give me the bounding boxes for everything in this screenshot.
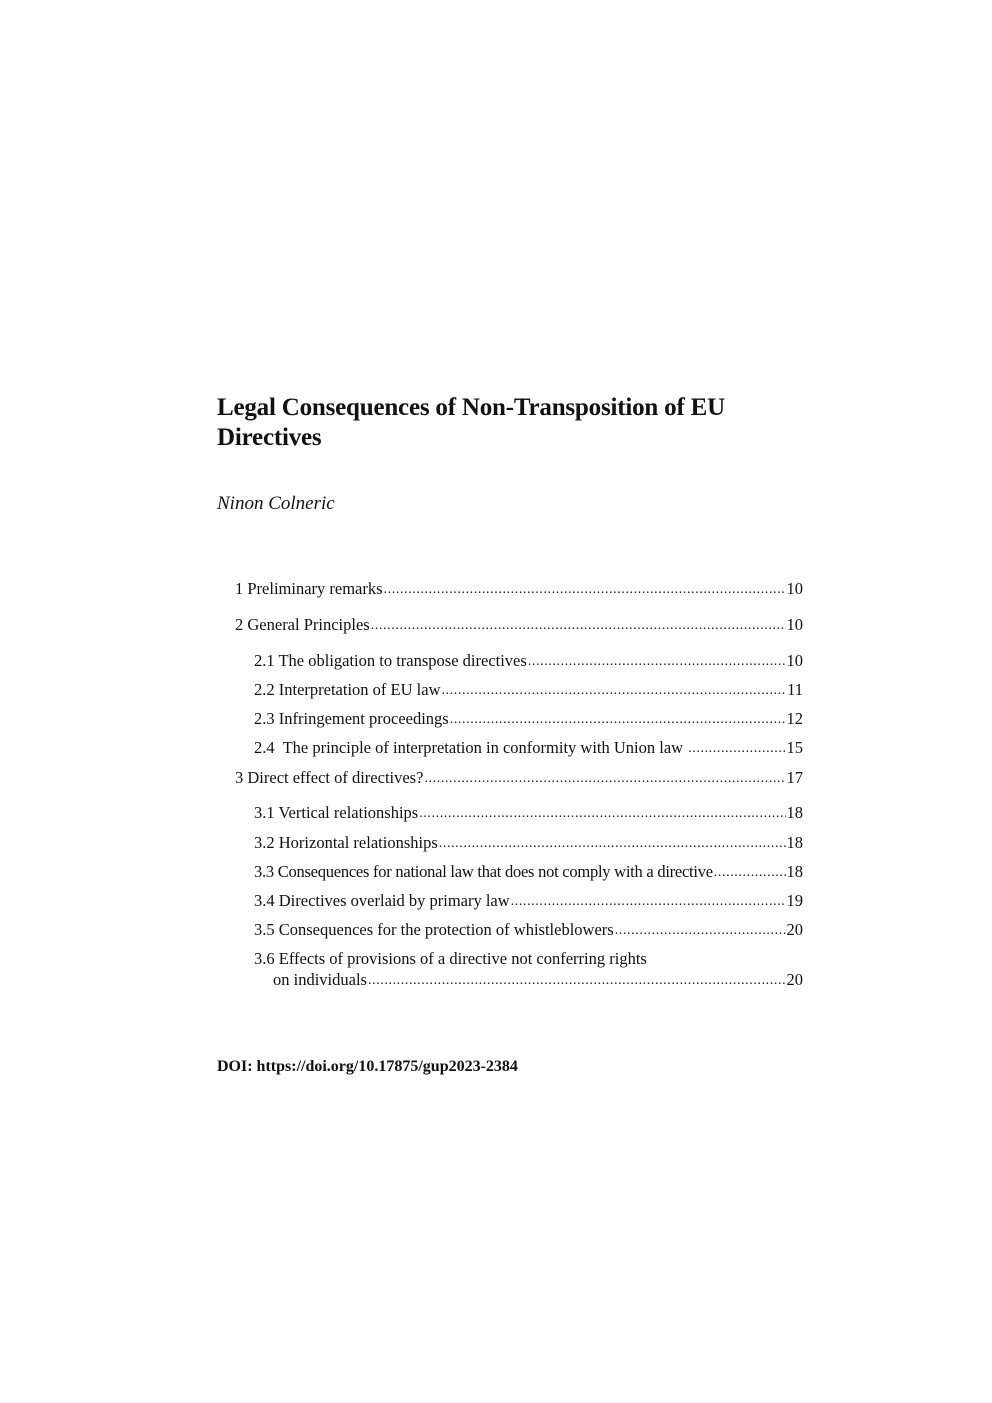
toc-page-number: 10 xyxy=(786,651,803,670)
toc-entry-interpretation-eu-law[interactable] xyxy=(254,679,803,701)
toc-entry-general-principles[interactable] xyxy=(235,614,803,636)
toc-entry-label: 3.5 Consequences for the protection of whistleblowers xyxy=(254,920,614,939)
toc-page-number: 20 xyxy=(786,920,803,939)
toc-page-number: 17 xyxy=(786,768,803,787)
toc-leader-dots xyxy=(615,918,786,942)
toc-entry-obligation-to-transpose[interactable] xyxy=(254,650,803,672)
toc-page-number: 10 xyxy=(786,579,803,598)
toc-entry-consequences-national-law[interactable] xyxy=(254,861,803,883)
toc-leader-dots xyxy=(368,968,786,991)
toc-entry-label: 1 Preliminary remarks xyxy=(235,579,383,598)
toc-page-number: 18 xyxy=(786,862,803,881)
toc-entry-label: 3 Direct effect of directives? xyxy=(235,768,424,787)
doi-link[interactable]: DOI: https://doi.org/10.17875/gup2023-2384 xyxy=(217,1058,518,1075)
toc-leader-dots xyxy=(450,707,786,731)
toc-page-number: 18 xyxy=(786,803,803,822)
toc-leader-dots xyxy=(688,736,785,760)
toc-page-number: 18 xyxy=(786,833,803,852)
toc-entry-label: 2.2 Interpretation of EU law xyxy=(254,680,441,699)
toc-entry-label: 2.1 The obligation to transpose directives xyxy=(254,651,527,670)
toc-entry-label: 2.4 The principle of interpretation in conformity with Union law xyxy=(254,738,688,757)
toc-leader-dots xyxy=(714,860,786,884)
chapter-title: Legal Consequences of Non-Transposition of EU Directives xyxy=(217,394,725,451)
toc-page-number: 12 xyxy=(786,709,803,728)
toc-entry-label: 3.1 Vertical relationships xyxy=(254,803,419,822)
toc-entry-label: 2.3 Infringement proceedings xyxy=(254,709,449,728)
toc-leader-dots xyxy=(384,577,786,601)
toc-entry-preliminary-remarks[interactable] xyxy=(235,578,803,600)
toc-entry-label: 3.4 Directives overlaid by primary law xyxy=(254,891,510,910)
toc-entry-vertical-relationships[interactable] xyxy=(254,802,803,824)
toc-leader-dots xyxy=(441,678,786,702)
toc-entry-effects-of-provisions[interactable] xyxy=(254,948,803,992)
toc-entry-label: 3.2 Horizontal relationships xyxy=(254,833,438,852)
toc-entry-label-line2: on individuals xyxy=(273,970,367,989)
toc-leader-dots xyxy=(419,801,785,825)
toc-entry-label: 3.3 Consequences for national law that does not comply with a directive xyxy=(254,862,713,881)
toc-entry-overlaid-primary-law[interactable] xyxy=(254,890,803,912)
toc-leader-dots xyxy=(439,831,786,855)
toc-leader-dots xyxy=(528,649,786,673)
toc-leader-dots xyxy=(371,613,786,637)
toc-page-number: 10 xyxy=(786,615,803,634)
toc-entry-interpretation-conformity[interactable] xyxy=(254,737,803,759)
toc-page-number: 15 xyxy=(786,738,803,757)
toc-page-number: 11 xyxy=(787,680,803,699)
author-name: Ninon Colneric xyxy=(217,493,335,514)
toc-page-number: 19 xyxy=(786,891,803,910)
toc-leader-dots xyxy=(511,889,786,913)
toc-leader-dots xyxy=(424,766,785,790)
toc-entry-direct-effect[interactable] xyxy=(235,767,803,789)
toc-entry-whistleblowers[interactable] xyxy=(254,919,803,941)
toc-entry-horizontal-relationships[interactable] xyxy=(254,832,803,854)
toc-entry-label: 2 General Principles xyxy=(235,615,370,634)
toc-entry-infringement-proceedings[interactable] xyxy=(254,708,803,730)
toc-entry-label-line1: 3.6 Effects of provisions of a directive not conferring rights xyxy=(254,949,647,968)
toc-page-number: 20 xyxy=(786,970,803,989)
